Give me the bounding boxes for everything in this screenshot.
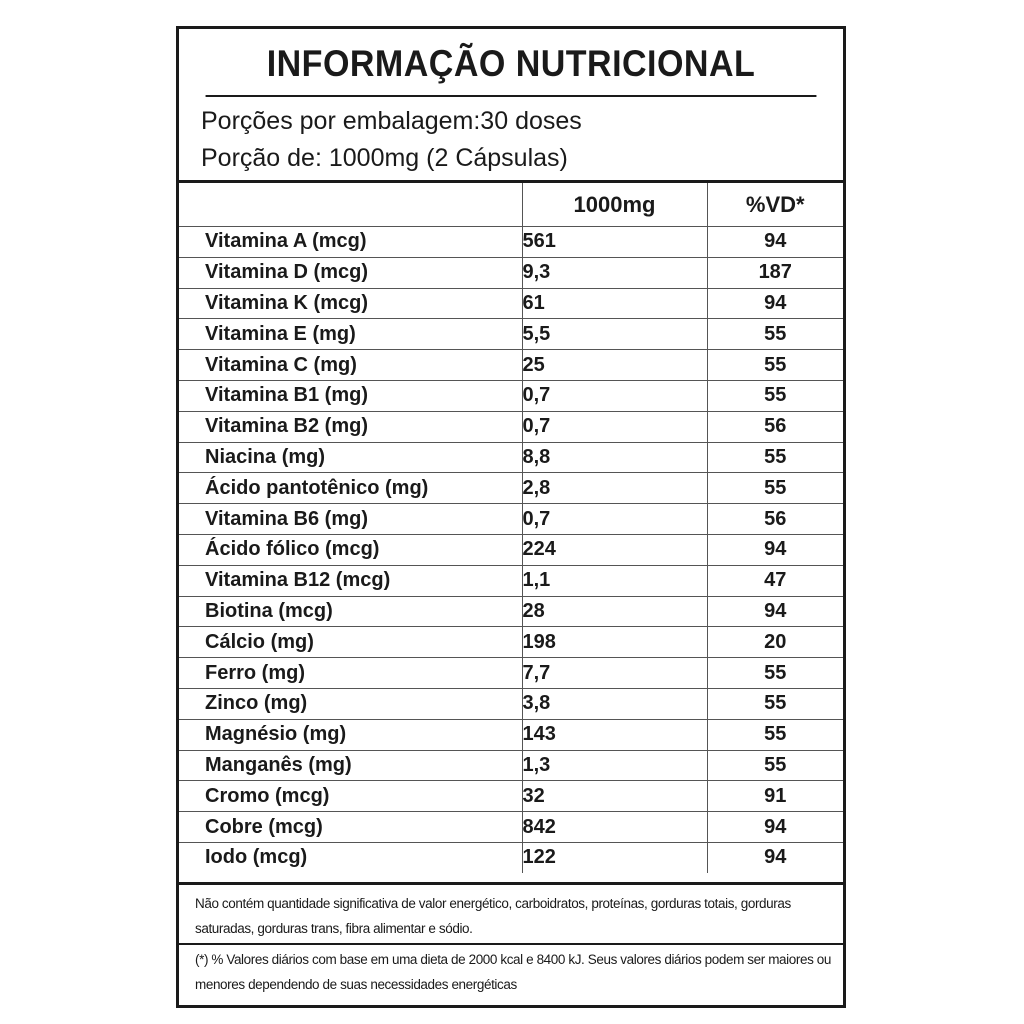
header-nutrient	[179, 183, 522, 227]
nutrient-amount: 5,5	[522, 319, 707, 350]
nutrient-amount: 842	[522, 812, 707, 843]
nutrient-table	[179, 183, 843, 873]
nutrient-name: Ácido pantotênico (mg)	[179, 473, 522, 504]
table-row	[179, 380, 843, 411]
table-row	[179, 319, 843, 350]
nutrient-daily-value: 94	[707, 812, 843, 843]
nutrient-amount: 224	[522, 534, 707, 565]
nutrient-amount: 0,7	[522, 504, 707, 535]
footnotes	[179, 885, 843, 997]
servings-per-package: Porções por embalagem:30 doses	[201, 107, 582, 135]
nutrient-daily-value: 56	[707, 504, 843, 535]
table-header-row	[179, 183, 843, 227]
portion-size: Porção de: 1000mg (2 Cápsulas)	[201, 144, 568, 172]
table-row	[179, 504, 843, 535]
nutrient-name: Vitamina K (mcg)	[179, 288, 522, 319]
nutrient-name: Vitamina D (mcg)	[179, 257, 522, 288]
nutrient-name: Cobre (mcg)	[179, 812, 522, 843]
table-row	[179, 719, 843, 750]
nutrition-facts-label	[176, 26, 846, 1008]
nutrient-daily-value: 94	[707, 227, 843, 258]
nutrient-amount: 0,7	[522, 380, 707, 411]
table-row	[179, 534, 843, 565]
nutrient-name: Zinco (mg)	[179, 688, 522, 719]
table-row	[179, 627, 843, 658]
nutrient-amount: 143	[522, 719, 707, 750]
table-bottom-divider	[179, 873, 843, 885]
nutrient-name: Cálcio (mg)	[179, 627, 522, 658]
nutrient-daily-value: 94	[707, 596, 843, 627]
nutrient-amount: 61	[522, 288, 707, 319]
nutrient-amount: 9,3	[522, 257, 707, 288]
footnote-no-significant: Não contém quantidade significativa de valor energético, carboidratos, proteínas, gorduras totais, gorduras saturadas, gorduras trans, fibra alimentar e sódio.	[195, 895, 791, 936]
nutrient-daily-value: 55	[707, 658, 843, 689]
nutrient-amount: 198	[522, 627, 707, 658]
nutrient-amount: 2,8	[522, 473, 707, 504]
table-row	[179, 411, 843, 442]
nutrient-amount: 25	[522, 350, 707, 381]
table-row	[179, 565, 843, 596]
nutrient-amount: 7,7	[522, 658, 707, 689]
nutrient-amount: 28	[522, 596, 707, 627]
nutrient-amount: 0,7	[522, 411, 707, 442]
servings-info	[179, 97, 843, 183]
nutrient-daily-value: 55	[707, 350, 843, 381]
footnote-daily-values: (*) % Valores diários com base em uma dieta de 2000 kcal e 8400 kJ. Seus valores diários podem ser maiores ou menores dependendo de suas necessidades energéticas	[179, 943, 843, 997]
nutrient-name: Vitamina A (mcg)	[179, 227, 522, 258]
table-row	[179, 658, 843, 689]
table-row	[179, 688, 843, 719]
table-row	[179, 781, 843, 812]
table-row	[179, 596, 843, 627]
header-amount: 1000mg	[522, 183, 707, 227]
nutrient-amount: 1,1	[522, 565, 707, 596]
table-row	[179, 257, 843, 288]
nutrient-amount: 122	[522, 842, 707, 872]
nutrient-daily-value: 56	[707, 411, 843, 442]
nutrient-name: Vitamina B1 (mg)	[179, 380, 522, 411]
nutrient-daily-value: 55	[707, 442, 843, 473]
nutrient-daily-value: 47	[707, 565, 843, 596]
nutrient-amount: 3,8	[522, 688, 707, 719]
nutrient-name: Niacina (mg)	[179, 442, 522, 473]
nutrient-daily-value: 94	[707, 534, 843, 565]
nutrient-name: Vitamina B12 (mcg)	[179, 565, 522, 596]
table-row	[179, 288, 843, 319]
nutrient-amount: 32	[522, 781, 707, 812]
nutrient-daily-value: 55	[707, 380, 843, 411]
nutrient-daily-value: 94	[707, 288, 843, 319]
table-row	[179, 350, 843, 381]
nutrient-amount: 8,8	[522, 442, 707, 473]
nutrient-daily-value: 55	[707, 750, 843, 781]
nutrient-name: Vitamina E (mg)	[179, 319, 522, 350]
nutrient-name: Vitamina B6 (mg)	[179, 504, 522, 535]
nutrient-name: Vitamina B2 (mg)	[179, 411, 522, 442]
nutrient-name: Vitamina C (mg)	[179, 350, 522, 381]
nutrient-daily-value: 94	[707, 842, 843, 872]
nutrient-name: Ácido fólico (mcg)	[179, 534, 522, 565]
nutrient-name: Magnésio (mg)	[179, 719, 522, 750]
table-row	[179, 812, 843, 843]
nutrient-amount: 561	[522, 227, 707, 258]
nutrient-name: Manganês (mg)	[179, 750, 522, 781]
table-row	[179, 227, 843, 258]
nutrient-daily-value: 55	[707, 319, 843, 350]
nutrient-daily-value: 55	[707, 688, 843, 719]
nutrient-name: Ferro (mg)	[179, 658, 522, 689]
nutrient-daily-value: 55	[707, 473, 843, 504]
header-daily-value: %VD*	[707, 183, 843, 227]
nutrient-daily-value: 187	[707, 257, 843, 288]
nutrient-amount: 1,3	[522, 750, 707, 781]
label-title: INFORMAÇÃO NUTRICIONAL	[206, 29, 817, 97]
table-row	[179, 473, 843, 504]
nutrient-name: Cromo (mcg)	[179, 781, 522, 812]
table-row	[179, 750, 843, 781]
table-row	[179, 842, 843, 872]
nutrient-name: Iodo (mcg)	[179, 842, 522, 872]
nutrient-daily-value: 55	[707, 719, 843, 750]
nutrient-daily-value: 91	[707, 781, 843, 812]
nutrient-name: Biotina (mcg)	[179, 596, 522, 627]
nutrient-daily-value: 20	[707, 627, 843, 658]
table-row	[179, 442, 843, 473]
